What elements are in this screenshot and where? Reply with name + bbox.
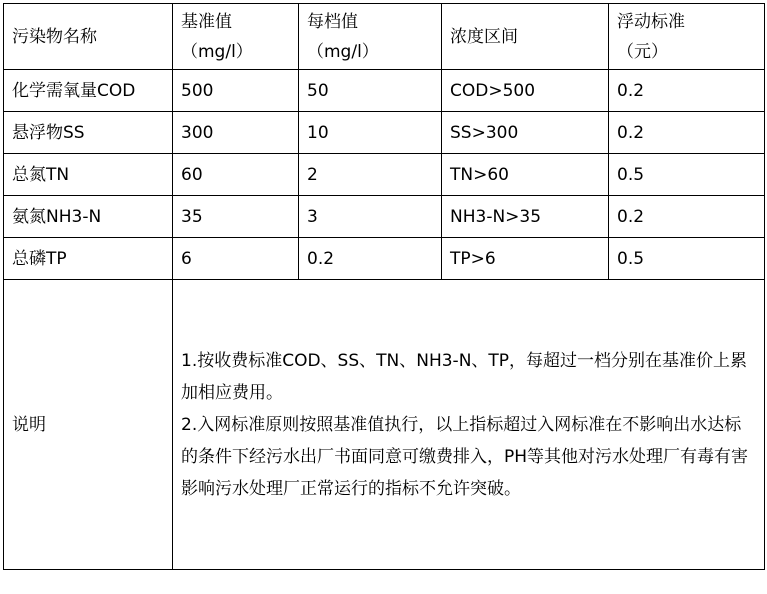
table-header-row	[4, 4, 765, 70]
cell-step: 2	[299, 154, 442, 196]
cell-rate: 0.2	[609, 112, 765, 154]
note-label: 说明	[4, 280, 173, 570]
cell-base: 300	[173, 112, 299, 154]
header-base-value: 基准值 （mg/l）	[173, 4, 299, 70]
header-concentration-range: 浓度区间	[442, 4, 609, 70]
cell-base: 35	[173, 196, 299, 238]
cell-rate: 0.2	[609, 196, 765, 238]
cell-step: 10	[299, 112, 442, 154]
header-pollutant-name: 污染物名称	[4, 4, 173, 70]
cell-step: 3	[299, 196, 442, 238]
pollutant-fee-table	[3, 3, 765, 570]
header-step-value: 每档值 （mg/l）	[299, 4, 442, 70]
table-row-note	[4, 280, 765, 570]
header-floating-rate: 浮动标准 （元）	[609, 4, 765, 70]
table-row-tp	[4, 238, 765, 280]
table-row-cod	[4, 70, 765, 112]
cell-step: 50	[299, 70, 442, 112]
cell-name: 总氮TN	[4, 154, 173, 196]
note-paragraph-1: 1.按收费标准COD、SS、TN、NH3-N、TP，每超过一档分别在基准价上累加相应费用。	[181, 350, 748, 403]
table-row-nh3n	[4, 196, 765, 238]
cell-name: 化学需氧量COD	[4, 70, 173, 112]
cell-name: 悬浮物SS	[4, 112, 173, 154]
table-row-tn	[4, 154, 765, 196]
cell-base: 60	[173, 154, 299, 196]
table-row-ss	[4, 112, 765, 154]
cell-rate: 0.5	[609, 154, 765, 196]
note-content	[173, 280, 765, 570]
cell-range: COD>500	[442, 70, 609, 112]
cell-range: TP>6	[442, 238, 609, 280]
cell-range: TN>60	[442, 154, 609, 196]
cell-base: 6	[173, 238, 299, 280]
cell-name: 总磷TP	[4, 238, 173, 280]
cell-name: 氨氮NH3-N	[4, 196, 173, 238]
cell-range: SS>300	[442, 112, 609, 154]
cell-range: NH3-N>35	[442, 196, 609, 238]
cell-step: 0.2	[299, 238, 442, 280]
cell-rate: 0.5	[609, 238, 765, 280]
cell-rate: 0.2	[609, 70, 765, 112]
cell-base: 500	[173, 70, 299, 112]
note-paragraph-2: 2.入网标准原则按照基准值执行，以上指标超过入网标准在不影响出水达标的条件下经污水出厂书面同意可缴费排入，PH等其他对污水处理厂有毒有害影响污水处理厂正常运行的指标不允许突破。	[181, 414, 749, 499]
